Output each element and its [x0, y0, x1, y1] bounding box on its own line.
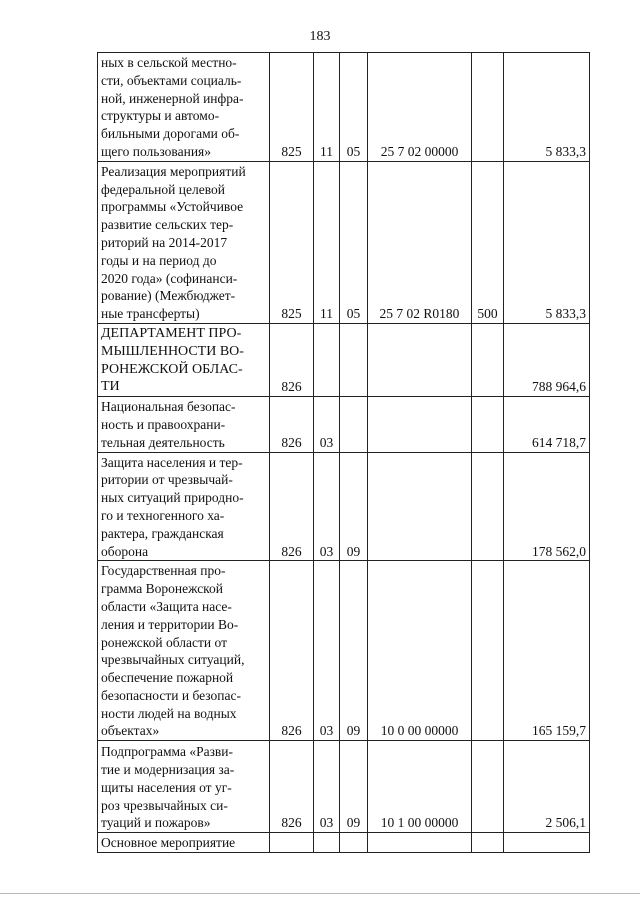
- ministry-code: 826: [270, 323, 314, 396]
- table-row: [98, 452, 590, 561]
- amount: 5 833,3: [504, 161, 590, 323]
- target-code: 25 7 02 R0180: [368, 161, 472, 323]
- table-row: [98, 323, 590, 396]
- row-name: Реализация мероприятий федеральной целевой программы «Устойчивое развитие сельских тер- риторий на 2014-2017 годы и на период до 2020 года» (софинанси- рование) (Межбюджет- ные трансферты): [98, 161, 270, 323]
- amount: 2 506,1: [504, 741, 590, 833]
- section-code: 03: [314, 561, 340, 741]
- row-name: Национальная безопас- ность и правоохрани- тельная деятельность: [98, 397, 270, 452]
- subsection-code: [340, 397, 368, 452]
- ministry-code: [270, 833, 314, 853]
- target-code: 10 1 00 00000: [368, 741, 472, 833]
- table-row: [98, 833, 590, 853]
- expense-kind: [472, 561, 504, 741]
- expense-kind: [472, 833, 504, 853]
- subsection-code: 05: [340, 161, 368, 323]
- ministry-code: 826: [270, 561, 314, 741]
- table-row: [98, 561, 590, 741]
- section-code: 11: [314, 161, 340, 323]
- section-code: [314, 833, 340, 853]
- subsection-code: [340, 833, 368, 853]
- subsection-code: 09: [340, 741, 368, 833]
- amount: 178 562,0: [504, 452, 590, 561]
- target-code: 25 7 02 00000: [368, 53, 472, 162]
- expense-kind: [472, 323, 504, 396]
- target-code: [368, 323, 472, 396]
- target-code: 10 0 00 00000: [368, 561, 472, 741]
- ministry-code: 826: [270, 397, 314, 452]
- ministry-code: 825: [270, 161, 314, 323]
- table-row: [98, 161, 590, 323]
- expense-kind: [472, 452, 504, 561]
- amount: 614 718,7: [504, 397, 590, 452]
- subsection-code: 09: [340, 452, 368, 561]
- budget-table: [97, 52, 590, 853]
- ministry-code: 826: [270, 741, 314, 833]
- expense-kind: [472, 53, 504, 162]
- scan-edge-line: [0, 893, 640, 894]
- target-code: [368, 397, 472, 452]
- amount: 5 833,3: [504, 53, 590, 162]
- expense-kind: [472, 397, 504, 452]
- expense-kind: [472, 741, 504, 833]
- subsection-code: 09: [340, 561, 368, 741]
- section-code: 03: [314, 397, 340, 452]
- target-code: [368, 833, 472, 853]
- subsection-code: 05: [340, 53, 368, 162]
- subsection-code: [340, 323, 368, 396]
- expense-kind: 500: [472, 161, 504, 323]
- page-number: 183: [309, 29, 331, 44]
- target-code: [368, 452, 472, 561]
- section-code: 11: [314, 53, 340, 162]
- row-name: ДЕПАРТАМЕНТ ПРО- МЫШЛЕННОСТИ ВО- РОНЕЖСКОЙ ОБЛАС- ТИ: [98, 323, 270, 396]
- row-name: Основное мероприятие: [98, 833, 270, 853]
- section-code: 03: [314, 741, 340, 833]
- amount: 165 159,7: [504, 561, 590, 741]
- amount: 788 964,6: [504, 323, 590, 396]
- table-row: [98, 53, 590, 162]
- row-name: Подпрограмма «Разви- тие и модернизация за- щиты населения от уг- роз чрезвычайных си- туаций и пожаров»: [98, 741, 270, 833]
- ministry-code: 826: [270, 452, 314, 561]
- row-name: ных в сельской местно- сти, объектами социаль- ной, инженерной инфра- структуры и автомо- бильными дорогами об- щего пользования»: [98, 53, 270, 162]
- row-name: Защита населения и тер- ритории от чрезвычай- ных ситуаций природно- го и техногенного ха- рактера, гражданская оборона: [98, 452, 270, 561]
- table-row: [98, 397, 590, 452]
- row-name: Государственная про- грамма Воронежской области «Защита насе- ления и территории Во- ронежской области от чрезвычайных ситуаций, обеспечение пожарной безопасности и безопас- ности людей на водных объектах»: [98, 561, 270, 741]
- section-code: 03: [314, 452, 340, 561]
- ministry-code: 825: [270, 53, 314, 162]
- table-row: [98, 741, 590, 833]
- section-code: [314, 323, 340, 396]
- amount: [504, 833, 590, 853]
